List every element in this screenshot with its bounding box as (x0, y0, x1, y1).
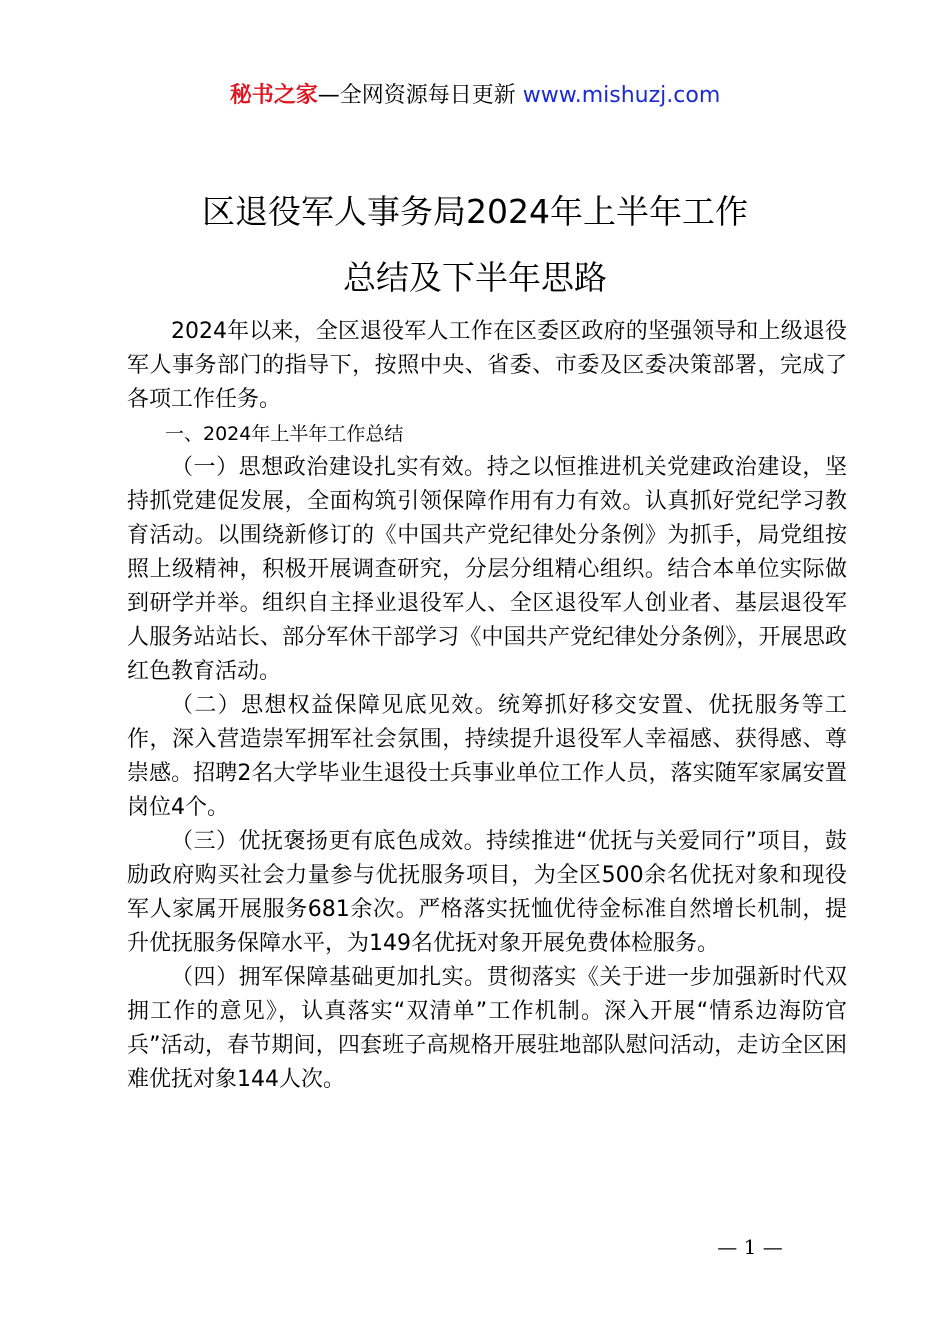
intro-paragraph: 2024年以来，全区退役军人工作在区委区政府的坚强领导和上级退役军人事务部门的指导下，按照中央、省委、市委及区委决策部署，完成了各项工作任务。 (127, 319, 847, 412)
section-heading: 一、2024年上半年工作总结 (165, 423, 404, 445)
page-number: — 1 — (717, 1235, 783, 1259)
brand-name: 秘书之家 (229, 83, 318, 108)
header-tagline: —全网资源每日更新 (317, 83, 516, 108)
document-title-line-2: 总结及下半年思路 (343, 258, 607, 297)
body-paragraph: （二）思想权益保障见底见效。统筹抓好移交安置、优抚服务等工作，深入营造崇军拥军社会氛围，持续提升退役军人幸福感、获得感、尊崇感。招聘2名大学毕业生退役士兵事业单位工作人员，落实随军家属安置岗位4个。 (127, 693, 847, 820)
site-header (0, 80, 950, 112)
document-title-line-1: 区退役军人事务局2024年上半年工作 (202, 192, 748, 231)
document-body (127, 315, 847, 1097)
body-paragraph: （三）优抚褒扬更有底色成效。持续推进“优抚与关爱同行”项目，鼓励政府购买社会力量参与优抚服务项目，为全区500余名优抚对象和现役军人家属开展服务681余次。严格落实抚恤优待金标准自然增长机制，提升优抚服务保障水平，为149名优抚对象开展免费体检服务。 (127, 829, 847, 956)
body-paragraph: （一）思想政治建设扎实有效。持之以恒推进机关党建政治建设，坚持抓党建促发展，全面构筑引领保障作用有力有效。认真抓好党纪学习教育活动。以围绕新修订的《中国共产党纪律处分条例》为抓手，局党组按照上级精神，积极开展调查研究，分层分组精心组织。结合本单位实际做到研学并举。组织自主择业退役军人、全区退役军人创业者、基层退役军人服务站站长、部分军休干部学习《中国共产党纪律处分条例》，开展思政红色教育活动。 (127, 455, 847, 684)
site-url-link[interactable]: www.mishuzj.com (522, 83, 721, 108)
body-paragraph: （四）拥军保障基础更加扎实。贯彻落实《关于进一步加强新时代双拥工作的意见》，认真落实“双清单”工作机制。深入开展“情系边海防官兵”活动，春节期间，四套班子高规格开展驻地部队慰问活动，走访全区困难优抚对象144人次。 (127, 965, 847, 1092)
